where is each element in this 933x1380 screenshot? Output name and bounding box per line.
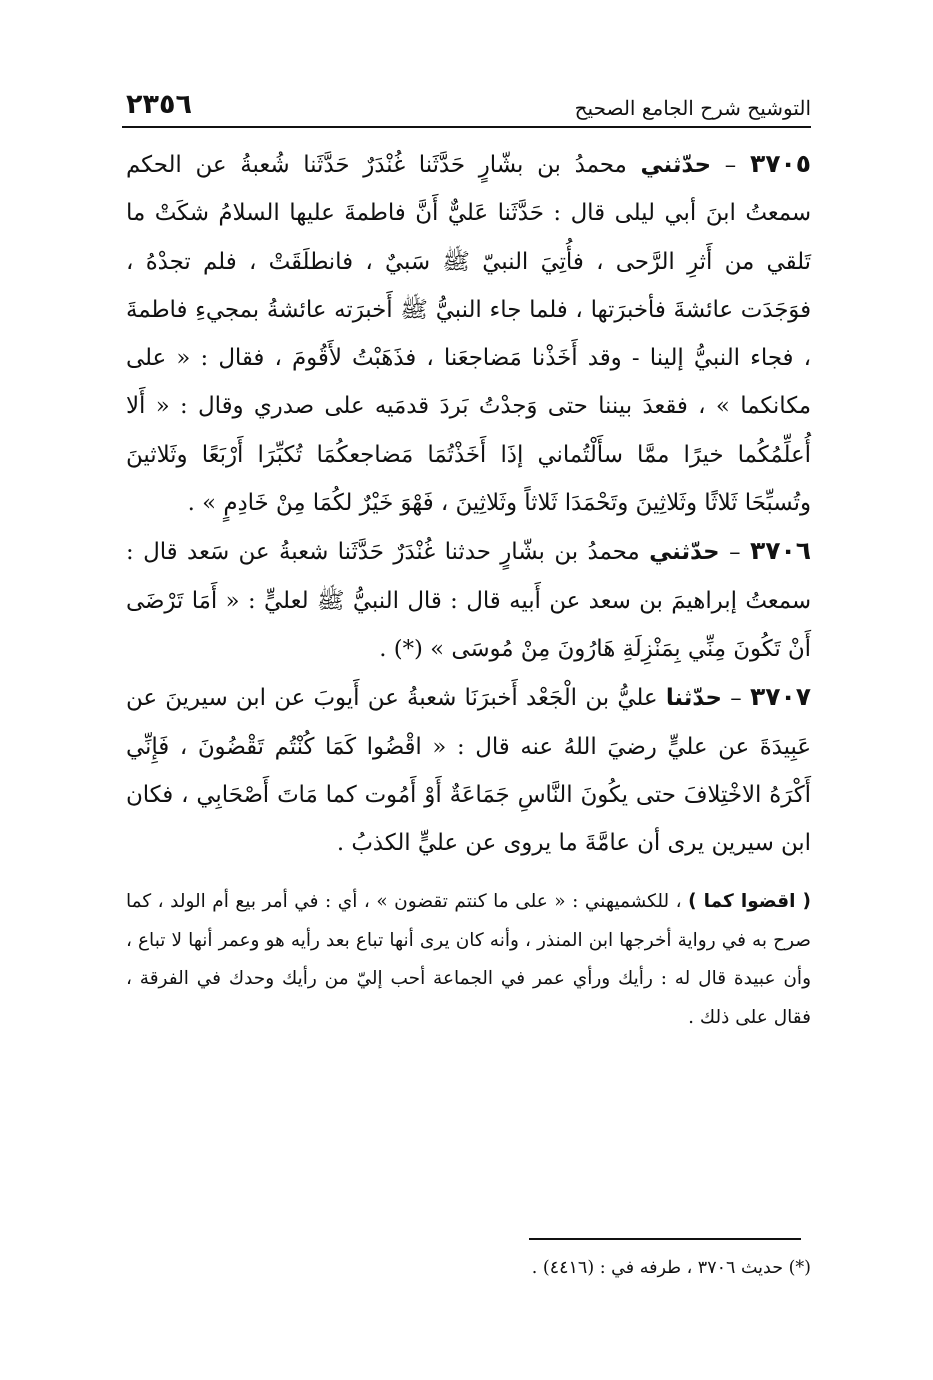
commentary-term: ( اقضوا كما ) bbox=[688, 891, 811, 913]
hadith-keyword: حدّثني bbox=[649, 539, 720, 566]
footnote: (*) حديث ٣٧٠٦ ، طرفه في : (٤٤١٦) . bbox=[531, 1258, 811, 1278]
hadith-keyword: حدّثنا bbox=[665, 685, 722, 712]
hadith-number: ٣٧٠٧ bbox=[749, 682, 811, 712]
hadith-text: محمدُ بن بشّارٍ حدثنا غُنْدَرٌ حَدَّثَنا شعبةُ عن سَعد قال : سمعتُ إبراهيمَ بن سعد عن أَبيه قال : قال النبيُّ ﷺ لعليٍّ : « أَمَا تَرْضَى أَنْ تَكُونَ مِنِّي بِمَنْزِلَةِ هَارُونَ مِنْ مُوسَى » (*) . bbox=[126, 539, 811, 662]
commentary bbox=[126, 883, 811, 1037]
hadith-3705: ٣٧٠٥ – حدّثني محمدُ بن بشّارٍ حَدَّثَنا غُنْدَرٌ حَدَّثَنا شُعبةُ عن الحكم سمعتُ ابنَ أبي ليلى قال : حَدَّثَنا عَليٌّ أَنَّ فاطمةَ عليها السلامُ شكَتْ ما تَلقي من أَثرِ الرَّحى ، فأُتِيَ النبيّ ﷺ سَبيٌ ، فانطلَقَتْ ، فلم تجدْهُ ، فوَجَدَت عائشةَ فأخبرَتها ، فلما جاء النبيُّ ﷺ أَخبرَته عائشةُ بمجيءِ فاطمةَ ، فجاء النبيُّ إلينا - وقد أَخَذْنا مَضاجعَنا ، فذَهَبْتُ لأَقُومَ ، فقال : « على مكانكما » ، فقعدَ بيننا حتى وَجدْتُ بَردَ قدمَيه على صدري وقال : « أَلا أُعلِّمُكُما خيرًا ممَّا سأَلْتُماني إذَا أَخَذْتُمَا مَضاجعكُمَا تُكبِّرَا أَرْبَعًا وثَلاثينَ وتُسبِّحَا ثَلاثًا وثَلاثِينَ وتَحْمَدَا ثَلاثاً وثَلاثِينَ ، فَهْوَ خَيْرٌ لكُمَا مِنْ خَادِمٍ » . bbox=[126, 149, 811, 517]
commentary-text: ، للكشميهني : « على ما كنتم تقضون » ، أي : في أمر بيع أم الولد ، كما صرح به في رواية أخرجها ابن المنذر ، وأنه كان يرى أنها تباع بعد رأيه هو وعمر أنها لا تباع ، وأن عبيدة قال له : رأيك ورأي عمر في الجماعة أحب إليّ من رأيك وحدك في الفرقة ، فقال على ذلك . bbox=[126, 891, 811, 1028]
hadith-number: ٣٧٠٥ bbox=[749, 149, 811, 178]
page-number: ٢٣٥٦ bbox=[126, 89, 192, 120]
page-body bbox=[126, 140, 811, 1037]
hadith-keyword: حدّثني bbox=[640, 152, 712, 178]
header-divider bbox=[122, 126, 811, 128]
footnote-divider bbox=[529, 1238, 801, 1240]
hadith-number: ٣٧٠٦ bbox=[749, 536, 811, 566]
hadith-3707: ٣٧٠٧ – حدّثنا عليُّ بن الْجَعْد أَخبرَنَا شعبةُ عن أَيوبَ عن ابن سيرينَ عن عَبِيدَةَ عن عليٍّ رضيَ اللهُ عنه قال : « اقْضُوا كَمَا كُنْتُم تَقْضُونَ ، فَإِنِّي أَكْرَهُ الاخْتِلافَ حتى يكُونَ النَّاسِ جَمَاعَةٌ أَوْ أَمُوت كما مَاتَ أَصْحَابِي ، فكان ابن سيرين يرى أن عامَّةَ ما يروى عن عليٍّ الكذبُ . bbox=[126, 682, 811, 857]
hadith-3706: ٣٧٠٦ – حدّثني محمدُ بن بشّارٍ حدثنا غُنْدَرٌ حَدَّثَنا شعبةُ عن سَعد قال : سمعتُ إبراهيمَ بن سعد عن أَبيه قال : قال النبيُّ ﷺ لعليٍّ : « أَمَا تَرْضَى أَنْ تَكُونَ مِنِّي بِمَنْزِلَةِ هَارُونَ مِنْ مُوسَى » (*) . bbox=[126, 536, 811, 662]
page-header bbox=[126, 84, 811, 118]
hadith-text: عليُّ بن الْجَعْد أَخبرَنَا شعبةُ عن أَيوبَ عن ابن سيرينَ عن عَبِيدَةَ عن عليٍّ رضيَ اللهُ عنه قال : « اقْضُوا كَمَا كُنْتُم تَقْضُونَ ، فَإِنِّي أَكْرَهُ الاخْتِلافَ حتى يكُونَ النَّاسِ جَمَاعَةٌ أَوْ أَمُوت كما مَاتَ أَصْحَابِي ، فكان ابن سيرين يرى أن عامَّةَ ما يروى عن عليٍّ الكذبُ . bbox=[126, 685, 811, 857]
running-title: التوشيح شرح الجامع الصحيح bbox=[574, 96, 811, 120]
hadith-text: محمدُ بن بشّارٍ حَدَّثَنا غُنْدَرٌ حَدَّثَنا شُعبةُ عن الحكم سمعتُ ابنَ أبي ليلى قال : حَدَّثَنا عَليٌّ أَنَّ فاطمةَ عليها السلامُ شكَتْ ما تَلقي من أَثرِ الرَّحى ، فأُتِيَ النبيّ ﷺ سَبيٌ ، فانطلَقَتْ ، فلم تجدْهُ ، فوَجَدَت عائشةَ فأخبرَتها ، فلما جاء النبيُّ ﷺ أَخبرَته عائشةُ بمجيءِ فاطمةَ ، فجاء النبيُّ إلينا - وقد أَخَذْنا مَضاجعَنا ، فذَهَبْتُ لأَقُومَ ، فقال : « على مكانكما » ، فقعدَ بيننا حتى وَجدْتُ بَردَ قدمَيه على صدري وقال : « أَلا أُعلِّمُكُما خيرًا ممَّا سأَلْتُماني إذَا أَخَذْتُمَا مَضاجعكُمَا تُكبِّرَا أَرْبَعًا وثَلاثينَ وتُسبِّحَا ثَلاثًا وثَلاثِينَ وتَحْمَدَا ثَلاثاً وثَلاثِينَ ، فَهْوَ خَيْرٌ لكُمَا مِنْ خَادِمٍ » . bbox=[126, 152, 811, 517]
